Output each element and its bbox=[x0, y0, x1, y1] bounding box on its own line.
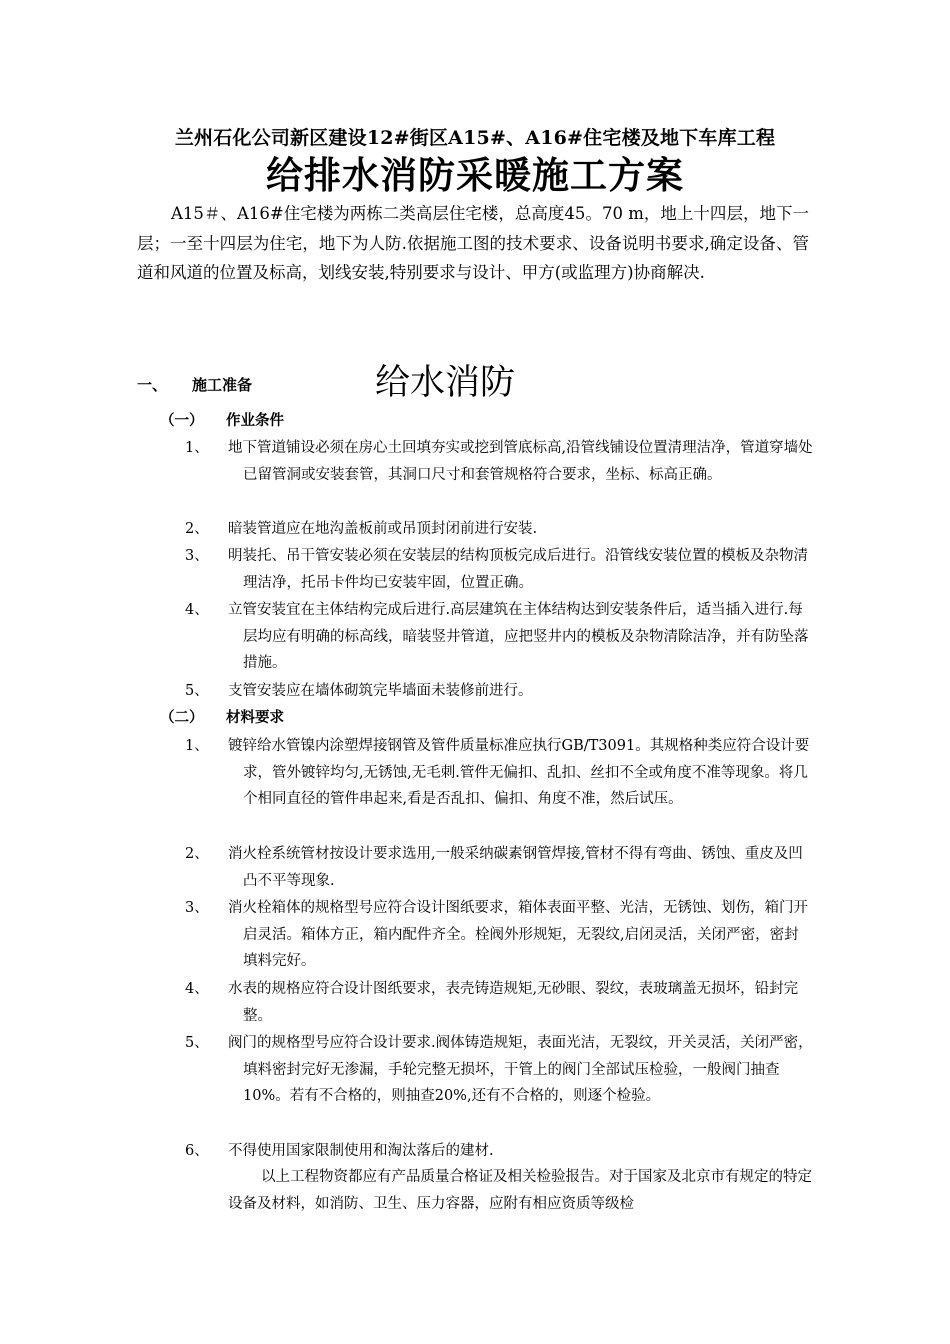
list-item-number: 4、 bbox=[185, 981, 209, 997]
list-item-text: 不得使用国家限制使用和淘汰落后的建材. bbox=[228, 1143, 494, 1159]
subsection-heading-conditions bbox=[160, 408, 284, 434]
section-label: 施工准备 bbox=[192, 376, 253, 394]
list-item-text: 支管安装应在墙体砌筑完毕墙面未装修前进行。 bbox=[228, 683, 533, 699]
list-item-text: 镀锌给水管镍内涂塑焊接钢管及管件质量标准应执行GB/T3091。其规格种类应符合设计要求，管外镀锌均匀,无锈蚀,无毛刺.管件无偏扣、乱扣、丝扣不全或角度不准等现象。将几个相同直径的管件串起来,看是否乱扣、偏扣、角度不准，然后试压。 bbox=[228, 738, 810, 807]
list-item-number: 5、 bbox=[185, 1035, 209, 1051]
list-item bbox=[185, 1138, 813, 1165]
list-item-number: 2、 bbox=[185, 521, 209, 537]
document-project-title: 兰州石化公司新区建设12#街区A15#、A16#住宅楼及地下车库工程 bbox=[174, 127, 776, 149]
list-item-text: 水表的规格应符合设计图纸要求，表壳铸造规矩,无砂眼、裂纹，表玻璃盖无损坏，铅封完整。 bbox=[228, 981, 799, 1024]
subsection-heading-materials bbox=[160, 705, 284, 731]
list-item bbox=[185, 516, 813, 543]
document-main-title: 给排水消防采暖施工方案 bbox=[266, 154, 684, 197]
list-item-number: 5、 bbox=[185, 683, 209, 699]
list-item-text: 暗装管道应在地沟盖板前或吊顶封闭前进行安装. bbox=[228, 521, 538, 537]
list-item bbox=[185, 841, 813, 894]
list-item-text: 立管安装宜在主体结构完成后进行.高层建筑在主体结构达到安装条件后，适当插入进行.每层均应有明确的标高线，暗装竖井管道，应把竖井内的模板及杂物清除洁净，并有防坠落措施。 bbox=[228, 602, 809, 671]
list-item-number: 4、 bbox=[185, 602, 209, 618]
section-heading bbox=[137, 360, 837, 406]
list-item-number: 1、 bbox=[185, 440, 209, 456]
subsection-number: （二） bbox=[160, 709, 204, 726]
list-item bbox=[185, 543, 813, 596]
list-item bbox=[185, 895, 813, 975]
section-large-title: 给水消防 bbox=[375, 363, 516, 403]
list-item-number: 1、 bbox=[185, 738, 209, 754]
list-item-number: 3、 bbox=[185, 900, 209, 916]
list-item bbox=[185, 976, 813, 1029]
list-item-number: 6、 bbox=[185, 1143, 209, 1159]
list-item bbox=[185, 733, 813, 813]
list-item-text: 地下管道铺设必须在房心土回填夯实或挖到管底标高,沿管线铺设位置清理洁净，管道穿墙处已留管洞或安装套管，其洞口尺寸和套管规格符合要求，坐标、标高正确。 bbox=[228, 440, 813, 483]
list-item-text: 消火栓箱体的规格型号应符合设计图纸要求，箱体表面平整、光洁，无锈蚀、划伤，箱门开启灵活。箱体方正，箱内配件齐全。栓阀外形规矩，无裂纹,启闭灵活，关闭严密，密封填料完好。 bbox=[228, 900, 808, 969]
list-item bbox=[185, 597, 813, 677]
subsection-label: 作业条件 bbox=[226, 412, 284, 429]
note-paragraph: 以上工程物资都应有产品质量合格证及相关检验报告。对于国家及北京市有规定的特定设备及材料，如消防、卫生、压力容器，应附有相应资质等级检 bbox=[228, 1169, 812, 1212]
subsection-number: （一） bbox=[160, 412, 204, 429]
section-number: 一、 bbox=[137, 376, 168, 394]
list-item-number: 3、 bbox=[185, 548, 209, 564]
list-item-text: 消火栓系统管材按设计要求选用,一般采纳碳素钢管焊接,管材不得有弯曲、锈蚀、重皮及凹凸不平等现象. bbox=[228, 846, 803, 889]
list-item-text: 阀门的规格型号应符合设计要求.阀体铸造规矩，表面光洁，无裂纹，开关灵活，关闭严密，填料密封完好无渗漏，手轮完整无损坏，干管上的阀门全部试压检验，一般阀门抽查10%。若有不合格的，则抽查20%,还有不合格的，则逐个检验。 bbox=[228, 1035, 813, 1104]
intro-paragraph: A15＃、A16#住宅楼为两栋二类高层住宅楼，总高度45。70 m，地上十四层，地下一层；一至十四层为住宅，地下为人防.依据施工图的技术要求、设备说明书要求,确定设备、管道和风道的位置及标高，划线安装,特别要求与设计、甲方(或监理方)协商解决. bbox=[137, 204, 809, 282]
list-item bbox=[185, 678, 813, 705]
list-item-number: 2、 bbox=[185, 846, 209, 862]
subsection-label: 材料要求 bbox=[226, 709, 284, 726]
list-item bbox=[185, 435, 813, 488]
list-item-text: 明装托、吊干管安装必须在安装层的结构顶板完成后进行。沿管线安装位置的模板及杂物清理洁净，托吊卡件均已安装牢固，位置正确。 bbox=[228, 548, 808, 591]
list-item bbox=[185, 1030, 813, 1110]
